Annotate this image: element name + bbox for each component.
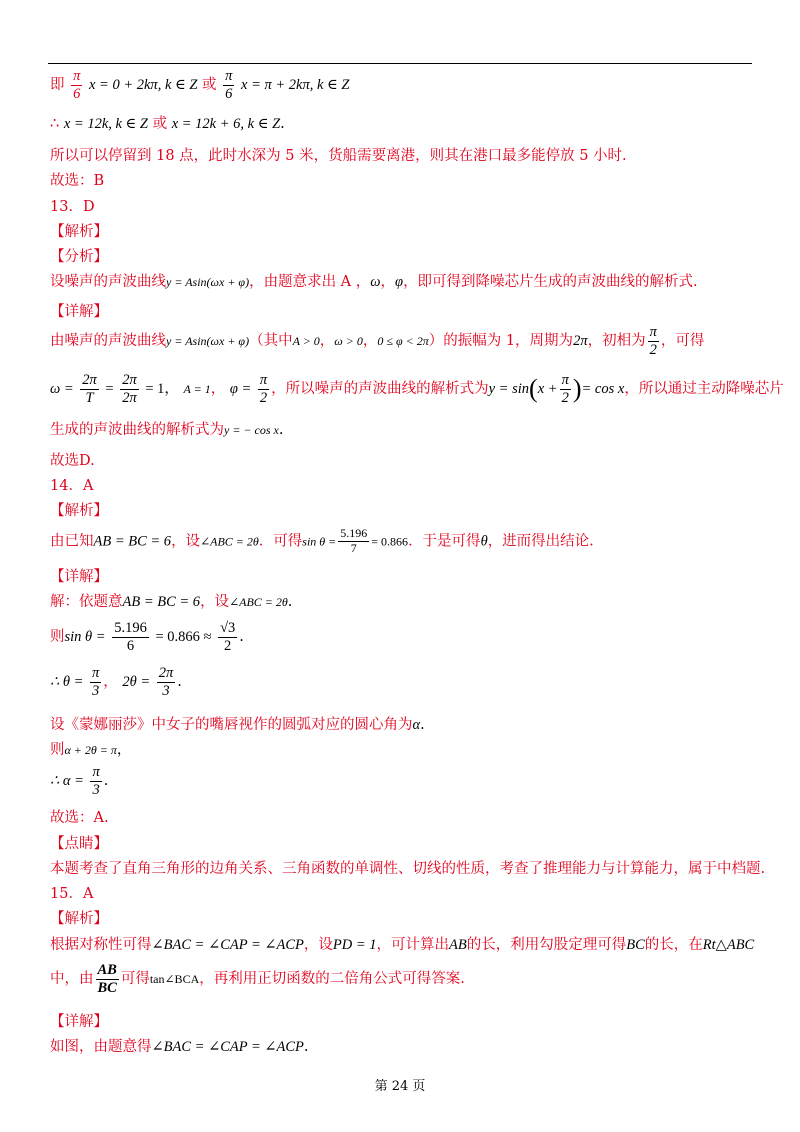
equation: y = − cos x	[224, 423, 279, 437]
equation: AB = BC = 6	[93, 533, 172, 550]
equation: y = Asin(ωx + φ)	[166, 334, 250, 349]
equation: A = 1	[183, 382, 211, 397]
line-13: 故选D.	[50, 453, 95, 469]
fraction: $\frac{√3}{2}$	[220, 620, 236, 654]
text: 生成的声波曲线的解析式为	[50, 422, 224, 438]
line-10: 由噪声的声波曲线y = Asin(ωx + φ)（其中A > 0，ω > 0，0 ≤ φ < 2π）的振幅为 1，周期为2π，初相为 $\frac{\pi}{2}$ ，可得	[50, 324, 705, 358]
line-1	[50, 68, 349, 102]
section-heading: 【解析】	[50, 224, 108, 240]
text: 或	[152, 116, 168, 132]
text: 则	[50, 629, 65, 646]
text: 则	[50, 742, 65, 758]
symbol: α	[412, 717, 421, 733]
fraction: $\frac{2\pi}{T}$	[82, 372, 97, 406]
equation: sin θ =	[302, 534, 337, 549]
header-rule	[48, 63, 752, 64]
text: ）的振幅为 1，周期为	[428, 333, 574, 350]
line-26: 本题考查了直角三角形的边角关系、三角函数的单调性、切线的性质，考查了推理能力与计算能力，属于中档题.	[50, 861, 766, 877]
equation: y = Asin(ωx + φ)	[166, 275, 250, 289]
text: 由已知	[50, 533, 94, 550]
symbol: ω	[370, 274, 381, 290]
equation: ∠ABC = 2θ	[200, 534, 259, 549]
fraction: $\frac{\pi}{3}$	[92, 665, 100, 699]
equation: 2θ =	[122, 674, 151, 691]
line-4: 故选：B	[50, 173, 105, 189]
line-22: 则α + 2θ = π，	[50, 742, 132, 758]
line-8: 设噪声的声波曲线y = Asin(ωx + φ)，由题意求出 A ，ω，φ，即可得到降噪芯片生成的声波曲线的解析式.	[50, 274, 698, 290]
symbol: φ	[395, 274, 404, 290]
equation: AB = BC = 6	[122, 594, 201, 610]
line-32: 如图，由题意得∠BAC = ∠CAP = ∠ACP.	[50, 1039, 309, 1055]
equation: sin θ =	[64, 629, 106, 646]
line-30: 中，由 $\frac{AB}{BC}$ 可得tan∠BCA，再利用正切函数的二倍角公式可得答案.	[50, 962, 465, 996]
equation: ∠ABC = 2θ	[229, 595, 288, 609]
section-heading: 【分析】	[50, 249, 108, 265]
text: 或	[202, 77, 217, 94]
text: 根据对称性可得	[50, 937, 152, 953]
equation: 2π	[573, 333, 588, 350]
line-29: 根据对称性可得∠BAC = ∠CAP = ∠ACP，设PD = 1，可计算出AB的长，利用勾股定理可得BC的长，在Rt△ABC	[50, 937, 755, 953]
fraction: $\frac{2\pi}{3}$	[158, 665, 174, 699]
line-20: ∴ θ = $\frac{\pi}{3}$ ， 2θ = $\frac{2\pi}{3}$ .	[50, 665, 182, 699]
section-heading: 【详解】	[50, 569, 108, 585]
equation: x = 0 + 2kπ, k ∈ Z	[88, 77, 198, 94]
equation: A > 0	[292, 334, 320, 349]
equation: x = 12k, k ∈ Z	[63, 116, 148, 132]
equation: PD = 1	[332, 937, 377, 953]
therefore-symbol: ∴	[50, 116, 60, 132]
equation: x = 12k + 6, k ∈ Z	[171, 116, 281, 132]
question-number: 13．D	[50, 199, 95, 215]
line-3: 所以可以停留到 18 点，此时水深为 5 米，货船需要离港，则其在港口最多能停放 5 小时.	[50, 148, 627, 164]
question-number: 15．A	[50, 886, 94, 902]
text: ，所以通过主动降噪芯片	[624, 381, 784, 398]
equation: ∴ α =	[50, 773, 84, 790]
equation: ∠BAC = ∠CAP = ∠ACP	[151, 1039, 304, 1055]
symbol: θ	[480, 533, 488, 550]
equation: x = π + 2kπ, k ∈ Z	[241, 77, 350, 94]
fraction: $\frac{5.196}{7}$	[340, 526, 368, 555]
equation: ∠BAC = ∠CAP = ∠ACP	[151, 937, 304, 953]
line-19: 则sin θ = $\frac{5.196}{6}$ = 0.866 ≈ $\frac{√3}{2}$ .	[50, 620, 244, 654]
line-23: ∴ α = $\frac{\pi}{3}$ .	[50, 764, 109, 798]
text: ，再利用正切函数的二倍角公式可得答案.	[199, 971, 465, 988]
text: 设《蒙娜丽莎》中女子的嘴唇视作的圆弧对应的圆心角为	[50, 717, 413, 733]
text: ，所以噪声的声波曲线的解析式为	[271, 381, 489, 398]
equation: 0 ≤ φ < 2π	[377, 334, 429, 349]
fraction: $\frac{\pi}{6}$	[73, 68, 81, 102]
fraction: $\frac{5.196}{6}$	[114, 620, 147, 654]
fraction: $\frac{\pi}{2}$	[561, 372, 569, 406]
section-heading: 【解析】	[50, 503, 108, 519]
text: ，进而得出结论.	[487, 533, 594, 550]
fraction: $\frac{\pi}{3}$	[92, 764, 100, 798]
fraction: $\frac{\pi}{2}$	[649, 324, 657, 358]
fraction: $\frac{2\pi}{2\pi}$	[122, 372, 137, 406]
symbol: BC	[626, 937, 645, 953]
line-21: 设《蒙娜丽莎》中女子的嘴唇视作的圆弧对应的圆心角为α.	[50, 717, 425, 733]
symbol: AB	[449, 937, 467, 953]
section-heading: 【点睛】	[50, 836, 108, 852]
text: 即	[50, 77, 65, 94]
line-16: 由已知AB = BC = 6，设∠ABC = 2θ．可得sin θ = $\frac{5.196}{7}$ = 0.866．于是可得θ，进而得出结论.	[50, 526, 594, 555]
fraction: $\frac{\pi}{6}$	[225, 68, 233, 102]
section-heading: 【详解】	[50, 1014, 108, 1030]
text: 如图，由题意得	[50, 1039, 152, 1055]
symbol: Rt△ABC	[702, 937, 755, 953]
text: 解：依题意	[50, 594, 123, 610]
question-number: 14．A	[50, 478, 94, 494]
text: ，即可得到降噪芯片生成的声波曲线的解析式.	[403, 274, 698, 290]
line-24: 故选：A.	[50, 810, 109, 826]
text: ，由题意求出 A ，	[249, 274, 371, 290]
fraction: $\frac{AB}{BC}$	[97, 962, 117, 996]
line-18: 解：依题意AB = BC = 6，设∠ABC = 2θ.	[50, 594, 293, 610]
equation: ω =	[50, 381, 74, 398]
section-heading: 【解析】	[50, 911, 108, 927]
equation: tan∠BCA	[149, 972, 200, 987]
equation: φ =	[229, 381, 252, 398]
text: 中，由	[50, 971, 94, 988]
equation: ω > 0	[334, 334, 363, 349]
equation: ∴ θ =	[50, 674, 84, 691]
text: 设噪声的声波曲线	[50, 274, 166, 290]
line-11: ω = $\frac{2\pi}{T}$ = $\frac{2\pi}{2\pi}$ = 1， A = 1， φ = $\frac{\pi}{2}$ ，所以噪声的声波曲线的解析式为y = sin(x + $\frac{\pi}{2}$ )= cos x，所以通过主动降噪芯片	[50, 372, 784, 406]
line-12: 生成的声波曲线的解析式为y = − cos x.	[50, 422, 284, 438]
section-heading: 【详解】	[50, 304, 108, 320]
line-2: ∴ x = 12k, k ∈ Z 或 x = 12k + 6, k ∈ Z.	[50, 116, 285, 132]
equation: α + 2θ = π	[64, 743, 117, 757]
equation: y = sin	[488, 381, 530, 398]
text: 由噪声的声波曲线	[50, 333, 166, 350]
page-number: 第 24 页	[374, 1079, 426, 1094]
fraction: $\frac{\pi}{2}$	[259, 372, 268, 406]
